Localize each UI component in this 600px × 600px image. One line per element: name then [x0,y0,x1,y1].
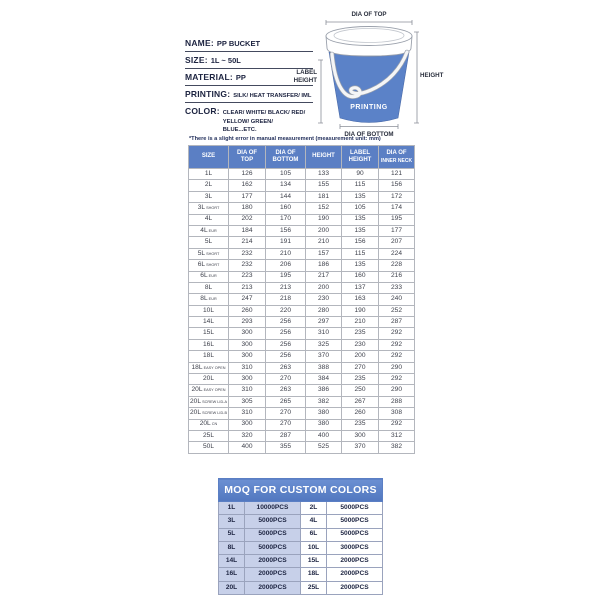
moq-size-cell: 4L [301,515,327,528]
spec-value-cell: 137 [342,282,379,293]
spec-size-cell: 20L CN [189,419,229,430]
spec-size-cell: 25L [189,430,229,441]
spec-value-cell: 90 [342,169,379,180]
moq-size-cell: 8L [219,541,245,554]
moq-row [219,555,383,568]
moq-size-cell: 10L [301,541,327,554]
spec-value-cell: 191 [266,237,306,248]
spec-size-cell: 14L [189,317,229,328]
spec-size-cell: 20L SCREW LID-A [189,396,229,407]
spec-value-cell: 235 [342,374,379,385]
height-label: HEIGHT [420,72,444,79]
moq-size-cell: 15L [301,555,327,568]
material-value: PP [235,73,246,82]
moq-size-cell: 25L [301,581,327,594]
label-height-dimension-line [318,60,323,123]
printing-label: PRINTING: [185,89,231,99]
moq-qty-cell: 5000PCS [245,528,301,541]
spec-row [189,317,415,328]
size-value: 1L ~ 50L [210,56,241,65]
spec-value-cell: 270 [266,374,306,385]
spec-value-cell: 157 [306,248,342,259]
spec-value-cell: 121 [379,169,415,180]
spec-row [189,237,415,248]
spec-value-cell: 265 [266,396,306,407]
spec-value-cell: 180 [229,203,266,214]
moq-title-row [219,479,383,502]
spec-value-cell: 220 [266,305,306,316]
spec-value-cell: 235 [342,328,379,339]
moq-size-cell: 14L [219,555,245,568]
spec-value-cell: 162 [229,180,266,191]
spec-row [189,180,415,191]
spec-col-header: SIZE [189,146,229,169]
spec-value-cell: 380 [306,408,342,419]
spec-row [189,442,415,453]
label-height-label-line1: LABEL [296,69,317,76]
spec-value-cell: 135 [342,191,379,202]
spec-value-cell: 217 [306,271,342,282]
spec-size-cell: 4L EUR [189,225,229,236]
spec-value-cell: 105 [342,203,379,214]
spec-size-cell: 8L EUR [189,294,229,305]
spec-value-cell: 287 [266,430,306,441]
name-label: NAME: [185,38,214,48]
moq-qty-cell: 2000PCS [245,581,301,594]
spec-size-cell: 20L SCREW LID-B [189,408,229,419]
spec-value-cell: 174 [379,203,415,214]
spec-value-cell: 300 [229,419,266,430]
spec-value-cell: 206 [266,260,306,271]
spec-value-cell: 270 [342,362,379,373]
spec-value-cell: 115 [342,248,379,259]
spec-value-cell: 200 [306,282,342,293]
spec-value-cell: 525 [306,442,342,453]
color-label: COLOR: [185,106,220,116]
spec-row [189,191,415,202]
spec-row [189,248,415,259]
spec-table-head-row [189,146,415,169]
spec-value-cell: 370 [306,351,342,362]
spec-size-cell: 16L [189,339,229,350]
spec-value-cell: 207 [379,237,415,248]
spec-value-cell: 218 [266,294,306,305]
spec-value-cell: 202 [229,214,266,225]
moq-size-cell: 2L [301,502,327,515]
bucket-diagram [293,8,445,138]
spec-value-cell: 190 [342,305,379,316]
spec-value-cell: 134 [266,180,306,191]
spec-value-cell: 290 [379,362,415,373]
spec-value-cell: 380 [306,419,342,430]
spec-value-cell: 210 [266,248,306,259]
moq-row [219,528,383,541]
spec-size-cell: 4L [189,214,229,225]
moq-qty-cell: 2000PCS [245,568,301,581]
spec-value-cell: 256 [266,339,306,350]
spec-value-cell: 200 [306,225,342,236]
spec-value-cell: 300 [229,374,266,385]
moq-size-cell: 5L [219,528,245,541]
spec-table-body [189,169,415,454]
spec-value-cell: 290 [379,385,415,396]
spec-row [189,430,415,441]
spec-value-cell: 213 [229,282,266,293]
spec-value-cell: 235 [342,419,379,430]
spec-row [189,328,415,339]
spec-size-cell: 50L [189,442,229,453]
spec-value-cell: 195 [379,214,415,225]
spec-value-cell: 260 [229,305,266,316]
spec-row [189,408,415,419]
spec-value-cell: 400 [229,442,266,453]
spec-value-cell: 135 [342,260,379,271]
moq-row [219,568,383,581]
moq-row [219,502,383,515]
spec-value-cell: 177 [379,225,415,236]
spec-col-header: LABEL HEIGHT [342,146,379,169]
spec-value-cell: 300 [342,430,379,441]
spec-value-cell: 240 [379,294,415,305]
moq-qty-cell: 2000PCS [245,555,301,568]
moq-qty-cell: 2000PCS [327,568,383,581]
spec-value-cell: 230 [342,339,379,350]
spec-value-cell: 256 [266,351,306,362]
spec-value-cell: 293 [229,317,266,328]
spec-size-cell: 6L EUR [189,271,229,282]
label-height-label-line2: HEIGHT [293,77,317,84]
spec-size-cell: 3L [189,191,229,202]
spec-value-cell: 228 [379,260,415,271]
spec-value-cell: 312 [379,430,415,441]
moq-size-cell: 18L [301,568,327,581]
spec-row [189,169,415,180]
spec-row [189,351,415,362]
bucket-illustration [293,8,445,138]
spec-value-cell: 292 [379,339,415,350]
spec-size-cell: 1L [189,169,229,180]
moq-row [219,541,383,554]
spec-size-cell: 6L SHORT [189,260,229,271]
spec-col-header: DIA OF BOTTOM [266,146,306,169]
spec-value-cell: 270 [266,408,306,419]
spec-row [189,203,415,214]
moq-size-cell: 16L [219,568,245,581]
spec-value-cell: 213 [266,282,306,293]
spec-value-cell: 232 [229,248,266,259]
spec-value-cell: 156 [266,225,306,236]
spec-table [188,145,415,454]
spec-value-cell: 200 [342,351,379,362]
color-value: CLEAR/ WHITE/ BLACK/ RED/ YELLOW/ GREEN/ BLUE...ETC. [222,110,306,134]
spec-value-cell: 156 [379,180,415,191]
spec-value-cell: 256 [266,328,306,339]
spec-value-cell: 292 [379,328,415,339]
spec-value-cell: 297 [306,317,342,328]
spec-value-cell: 250 [342,385,379,396]
spec-value-cell: 214 [229,237,266,248]
spec-value-cell: 144 [266,191,306,202]
spec-value-cell: 382 [379,442,415,453]
spec-value-cell: 263 [266,362,306,373]
spec-value-cell: 384 [306,374,342,385]
moq-size-cell: 6L [301,528,327,541]
spec-value-cell: 308 [379,408,415,419]
spec-size-cell: 10L [189,305,229,316]
spec-value-cell: 300 [229,351,266,362]
spec-row [189,374,415,385]
spec-value-cell: 300 [229,328,266,339]
spec-row [189,305,415,316]
moq-size-cell: 20L [219,581,245,594]
spec-value-cell: 300 [229,339,266,350]
spec-size-cell: 18L EASY OPEN [189,362,229,373]
spec-row [189,294,415,305]
spec-col-header: DIA OF TOP [229,146,266,169]
spec-value-cell: 288 [379,396,415,407]
spec-size-cell: 5L SHORT [189,248,229,259]
spec-value-cell: 105 [266,169,306,180]
spec-value-cell: 233 [379,282,415,293]
height-dimension-line [414,32,419,123]
spec-value-cell: 195 [266,271,306,282]
spec-value-cell: 325 [306,339,342,350]
spec-value-cell: 292 [379,351,415,362]
spec-value-cell: 320 [229,430,266,441]
moq-size-cell: 3L [219,515,245,528]
spec-size-cell: 5L [189,237,229,248]
moq-qty-cell: 5000PCS [245,515,301,528]
spec-value-cell: 135 [342,214,379,225]
spec-value-cell: 386 [306,385,342,396]
spec-value-cell: 152 [306,203,342,214]
spec-row [189,271,415,282]
moq-qty-cell: 2000PCS [327,555,383,568]
spec-value-cell: 310 [229,408,266,419]
spec-row [189,282,415,293]
spec-value-cell: 190 [306,214,342,225]
spec-value-cell: 388 [306,362,342,373]
spec-value-cell: 223 [229,271,266,282]
spec-row [189,396,415,407]
spec-size-cell: 18L [189,351,229,362]
dia-of-bottom-label: DIA OF BOTTOM [344,131,394,138]
moq-row [219,581,383,594]
spec-value-cell: 224 [379,248,415,259]
spec-value-cell: 232 [229,260,266,271]
moq-table-body [219,502,383,595]
printing-value: SILK/ HEAT TRANSFER/ IML [233,93,312,99]
spec-value-cell: 184 [229,225,266,236]
spec-value-cell: 186 [306,260,342,271]
moq-title: MOQ FOR CUSTOM COLORS [219,479,383,502]
spec-value-cell: 382 [306,396,342,407]
spec-value-cell: 247 [229,294,266,305]
name-value: PP BUCKET [216,39,261,48]
spec-value-cell: 181 [306,191,342,202]
spec-value-cell: 160 [266,203,306,214]
moq-qty-cell: 5000PCS [327,528,383,541]
spec-row [189,214,415,225]
spec-value-cell: 216 [379,271,415,282]
moq-row [219,515,383,528]
spec-value-cell: 133 [306,169,342,180]
spec-row [189,225,415,236]
moq-qty-cell: 10000PCS [245,502,301,515]
spec-size-cell: 15L [189,328,229,339]
spec-value-cell: 305 [229,396,266,407]
spec-value-cell: 400 [306,430,342,441]
spec-value-cell: 270 [266,419,306,430]
spec-value-cell: 160 [342,271,379,282]
moq-table [218,478,383,595]
spec-value-cell: 210 [306,237,342,248]
dia-of-top-label: DIA OF TOP [351,11,387,18]
spec-col-header: HEIGHT [306,146,342,169]
spec-value-cell: 170 [266,214,306,225]
material-label: MATERIAL: [185,72,233,82]
spec-col-header: DIA OF INNER NECK [379,146,415,169]
spec-size-cell: 20L EASY OPEN [189,385,229,396]
spec-value-cell: 252 [379,305,415,316]
dia-of-bottom-dimension-line [340,124,398,129]
moq-qty-cell: 2000PCS [327,581,383,594]
measurement-note: *There is a slight error in manual measurement (measurement unit: mm) [189,136,381,142]
spec-value-cell: 230 [306,294,342,305]
moq-qty-cell: 5000PCS [327,515,383,528]
spec-value-cell: 260 [342,408,379,419]
spec-value-cell: 292 [379,374,415,385]
spec-row [189,419,415,430]
spec-value-cell: 263 [266,385,306,396]
spec-size-cell: 2L [189,180,229,191]
spec-row [189,385,415,396]
spec-value-cell: 287 [379,317,415,328]
spec-size-cell: 20L [189,374,229,385]
spec-value-cell: 310 [229,362,266,373]
spec-row [189,339,415,350]
dia-of-top-dimension-line [326,20,412,25]
moq-size-cell: 1L [219,502,245,515]
bucket-printing-label: PRINTING [350,104,388,111]
spec-value-cell: 135 [342,225,379,236]
spec-value-cell: 310 [229,385,266,396]
spec-value-cell: 310 [306,328,342,339]
spec-value-cell: 370 [342,442,379,453]
spec-value-cell: 155 [306,180,342,191]
spec-value-cell: 115 [342,180,379,191]
spec-size-cell: 3L SHORT [189,203,229,214]
spec-value-cell: 177 [229,191,266,202]
spec-value-cell: 210 [342,317,379,328]
spec-row [189,260,415,271]
size-label: SIZE: [185,55,208,65]
spec-value-cell: 292 [379,419,415,430]
moq-qty-cell: 5000PCS [327,502,383,515]
moq-qty-cell: 3000PCS [327,541,383,554]
spec-value-cell: 280 [306,305,342,316]
moq-qty-cell: 5000PCS [245,541,301,554]
spec-value-cell: 172 [379,191,415,202]
spec-value-cell: 355 [266,442,306,453]
spec-size-cell: 8L [189,282,229,293]
spec-value-cell: 126 [229,169,266,180]
spec-value-cell: 256 [266,317,306,328]
spec-value-cell: 267 [342,396,379,407]
spec-value-cell: 156 [342,237,379,248]
spec-row [189,362,415,373]
spec-value-cell: 163 [342,294,379,305]
